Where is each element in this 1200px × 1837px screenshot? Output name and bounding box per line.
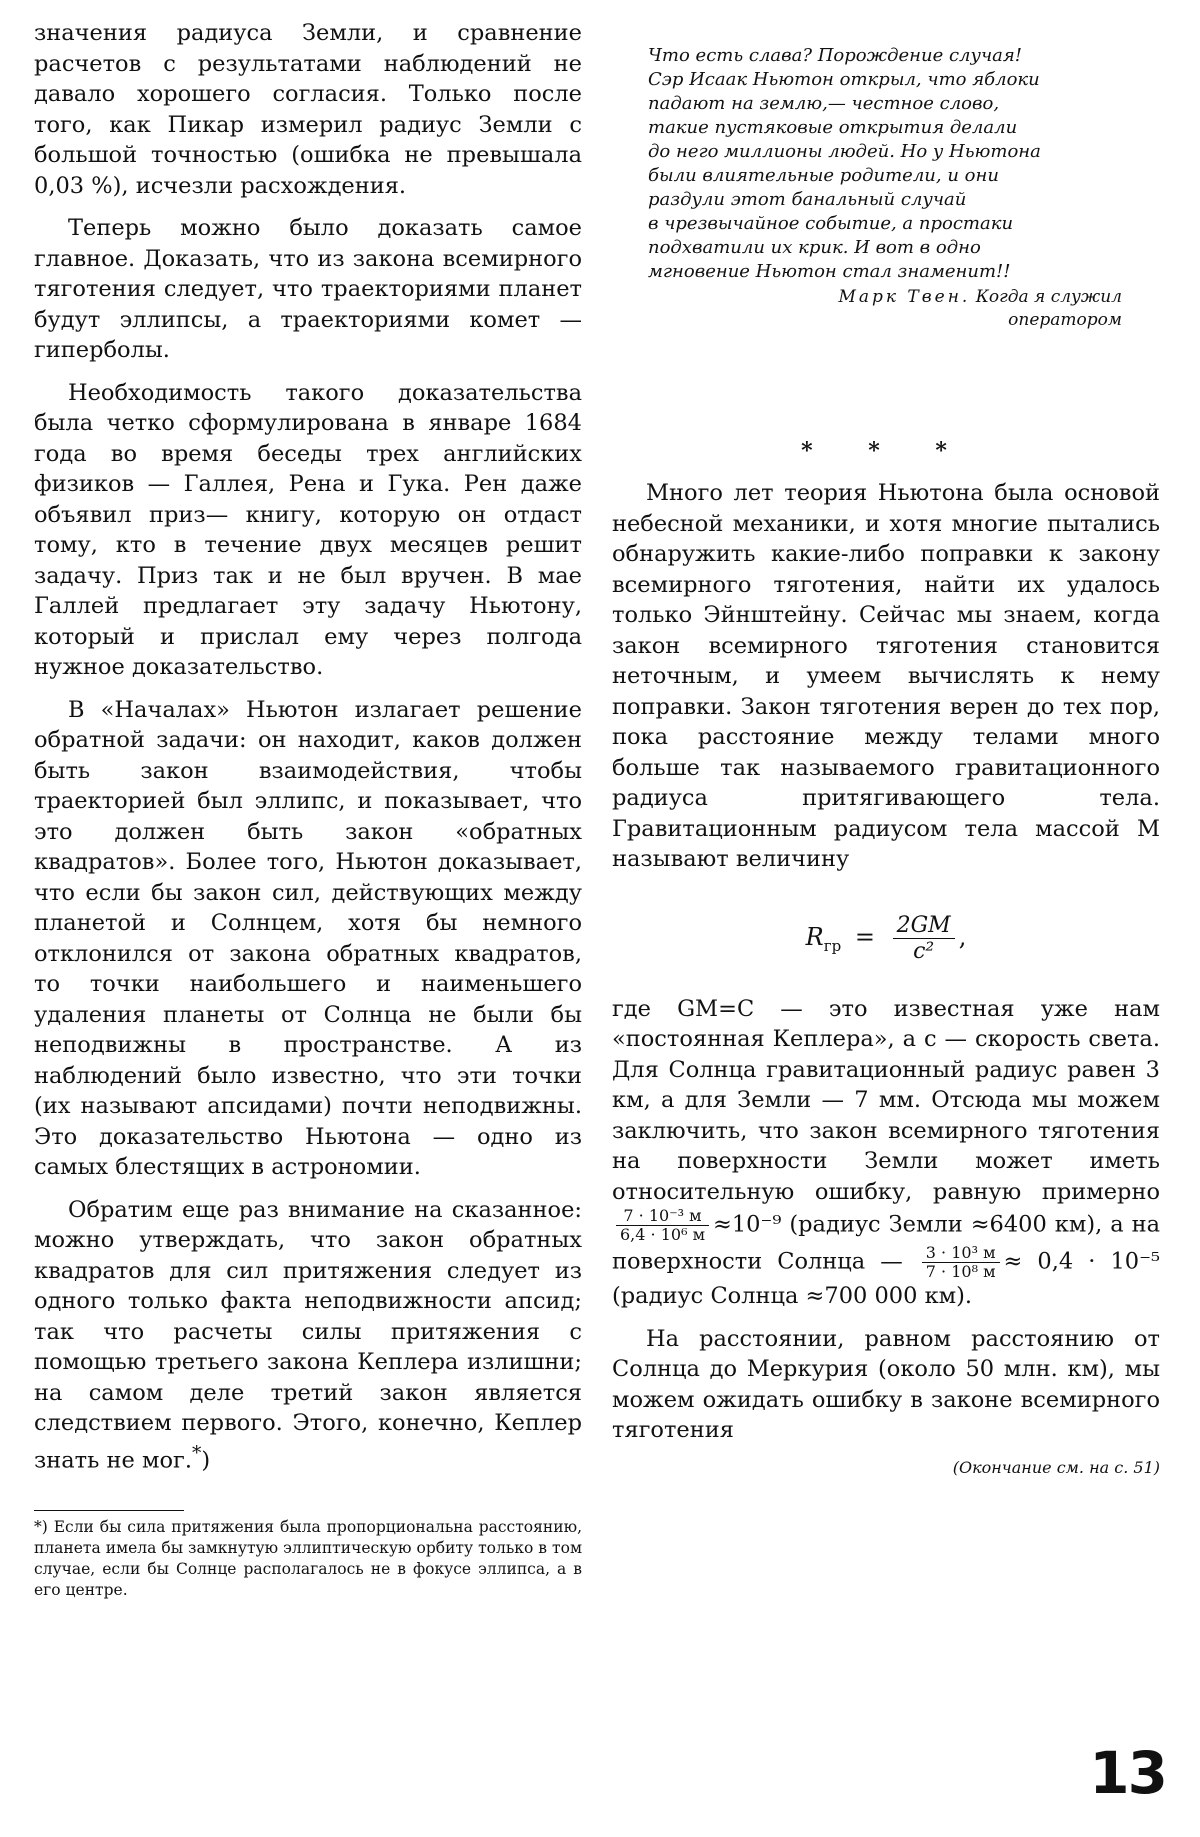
- epigraph-line: Что есть слава? Порождение случая!: [648, 45, 1023, 66]
- formula-trail: ,: [958, 922, 967, 951]
- page-number: 13: [1089, 1739, 1166, 1807]
- fraction-denominator: 7 · 10⁸ м: [925, 1262, 996, 1281]
- paragraph-text: (радиус Солнца ≈700 000 км).: [612, 1283, 973, 1309]
- fraction-result: ≈10⁻⁹: [713, 1211, 782, 1238]
- paragraph: [612, 994, 1160, 1312]
- footnote-marker: *): [34, 1517, 48, 1536]
- paragraph-text: (радиус Земли ≈6400 км), а на поверхности Солнца —: [612, 1211, 1161, 1275]
- paragraph: Необходимость такого доказательства была четко сформулирована в январе 1684 года во время беседы трех английских физиков — Галлея, Рена и Гука. Рен даже объявил приз— книгу, которую он отдаст тому, кто в течение двух месяцев решит задачу. Приз так и не был вручен. В мае Галлей предлагает эту задачу Ньютону, который и прислал ему через полгода нужное доказательство.: [34, 379, 582, 680]
- epigraph-line: падают на землю,— честное слово,: [648, 93, 1000, 114]
- epigraph-line: до него миллионы людей. Но у Ньютона: [648, 141, 1041, 162]
- left-column: [34, 18, 582, 1601]
- footnote-text: Если бы сила притяжения была пропорциональна расстоянию, планета имела бы замкнутую эллиптическую орбиту только в том случае, если бы Солнце располагалось не в фокусе эллипса, а в его центре.: [34, 1517, 582, 1599]
- epigraph-line: Сэр Исаак Ньютон открыл, что яблоки: [648, 69, 1040, 90]
- fraction-result: ≈ 0,4 · 10⁻⁵: [1003, 1248, 1160, 1275]
- epigraph-line: в чрезвычайное событие, а простаки: [648, 213, 1014, 234]
- epigraph-attribution: [648, 286, 1122, 332]
- fraction-numerator: 7 · 10⁻³ м: [616, 1207, 709, 1226]
- right-column: [612, 18, 1160, 1477]
- paragraph: На расстоянии, равном расстоянию от Солнца до Меркурия (около 50 млн. км), мы можем ожидать ошибку в законе всемирного тяготения: [612, 1325, 1160, 1443]
- gravitational-radius-formula: [612, 913, 1160, 964]
- epigraph-line: раздули этот банальный случай: [648, 189, 967, 210]
- formula-lhs-subscript: гр: [823, 936, 842, 955]
- formula-numerator: 2GM: [893, 913, 955, 939]
- formula-equals: =: [854, 922, 875, 951]
- paragraph-text: Обратим еще раз внимание на сказанное: можно утверждать, что закон обратных квадратов для сил притяжения следует из одного только факта неподвижности апсид; так что расчеты силы притяжения с помощью третьего закона Кеплера излишни; на самом деле третий закон является следствием первого. Этого, конечно, Кеплер знать не мог.: [34, 1196, 582, 1473]
- footnote: [34, 1517, 582, 1601]
- epigraph-line: мгновение Ньютон стал знаменит!!: [648, 261, 1011, 282]
- sun-error-fraction: [922, 1244, 1000, 1281]
- fraction-numerator: 3 · 10³ м: [922, 1244, 1000, 1263]
- paragraph: Много лет теория Ньютона была основой небесной механики, и хотя многие пытались обнаружить какие-либо поправки к закону всемирного тяготения, найти их удалось только Эйнштейну. Сейчас мы знаем, когда закон всемирного тяготения становится неточным, и умеем вычислять к нему поправки. Закон тяготения верен до тех пор, пока расстояние между телами много больше так называемого гравитационного радиуса притягивающего тела. Гравитационным радиусом тела массой M называют величину: [612, 480, 1160, 872]
- continuation-note: (Окончание см. на с. 51): [952, 1457, 1160, 1477]
- fraction-denominator: 6,4 · 10⁶ м: [620, 1225, 706, 1244]
- epigraph-source: оператором: [1008, 310, 1122, 330]
- epigraph-line: такие пустяковые открытия делали: [648, 117, 1018, 138]
- epigraph-line: были влиятельные родители, и они: [648, 165, 999, 186]
- epigraph-author: Марк Твен.: [838, 287, 971, 307]
- formula-denominator: c²: [913, 938, 935, 964]
- epigraph-line: подхватили их крик. И вот в одно: [648, 237, 981, 258]
- footnote-ref: *: [191, 1442, 202, 1464]
- paragraph-text: где GM=C — это известная уже нам «постоянная Кеплера», а c — скорость света. Для Солнца гравитационный радиус равен 3 км, а для Земли — 7 мм. Отсюда мы можем заключить, что закон всемирного тяготения на поверхности Земли может иметь относительную ошибку, равную примерно: [612, 995, 1160, 1205]
- paragraph: В «Началах» Ньютон излагает решение обратной задачи: он находит, каков должен быть закон взаимодействия, чтобы траекторией был эллипс, и показывает, что это должен быть закон «обратных квадратов». Более того, Ньютон доказывает, что если бы закон сил, действующих между планетой и Солнцем, хотя бы немного отклонился от закона обратных квадратов, то точки наибольшего и наименьшего удаления планеты от Солнца не были бы неподвижны в пространстве. А из наблюдений было известно, что эти точки (их называют апсидами) почти неподвижны. Это доказательство Ньютона — одно из самых блестящих в астрономии.: [34, 696, 582, 1180]
- section-separator: * * *: [801, 438, 971, 464]
- epigraph-source: Когда я служил: [975, 287, 1122, 307]
- formula-fraction: [893, 913, 955, 964]
- footnote-divider: [34, 1510, 184, 1511]
- paragraph: Обратим еще раз внимание на сказанное: можно утверждать, что закон обратных квадратов для сил притяжения следует из одного только факта неподвижности апсид; так что расчеты силы притяжения с помощью третьего закона Кеплера излишни; на самом деле третий закон является следствием первого. Этого, конечно, Кеплер знать не мог.*): [34, 1196, 582, 1473]
- formula-lhs: R: [805, 922, 824, 951]
- paragraph: Теперь можно было доказать самое главное. Доказать, что из закона всемирного тяготения следует, что траекториями планет будут эллипсы, а траекториями комет — гиперболы.: [34, 215, 582, 363]
- epigraph: [648, 44, 1122, 332]
- paragraph: значения радиуса Земли, и сравнение расчетов с результатами наблюдений не давало хорошего согласия. Только после того, как Пикар измерил радиус Земли с большой точностью (ошибка не превышала 0,03 %), исчезли расхождения.: [34, 20, 582, 199]
- earth-error-fraction: [616, 1207, 709, 1244]
